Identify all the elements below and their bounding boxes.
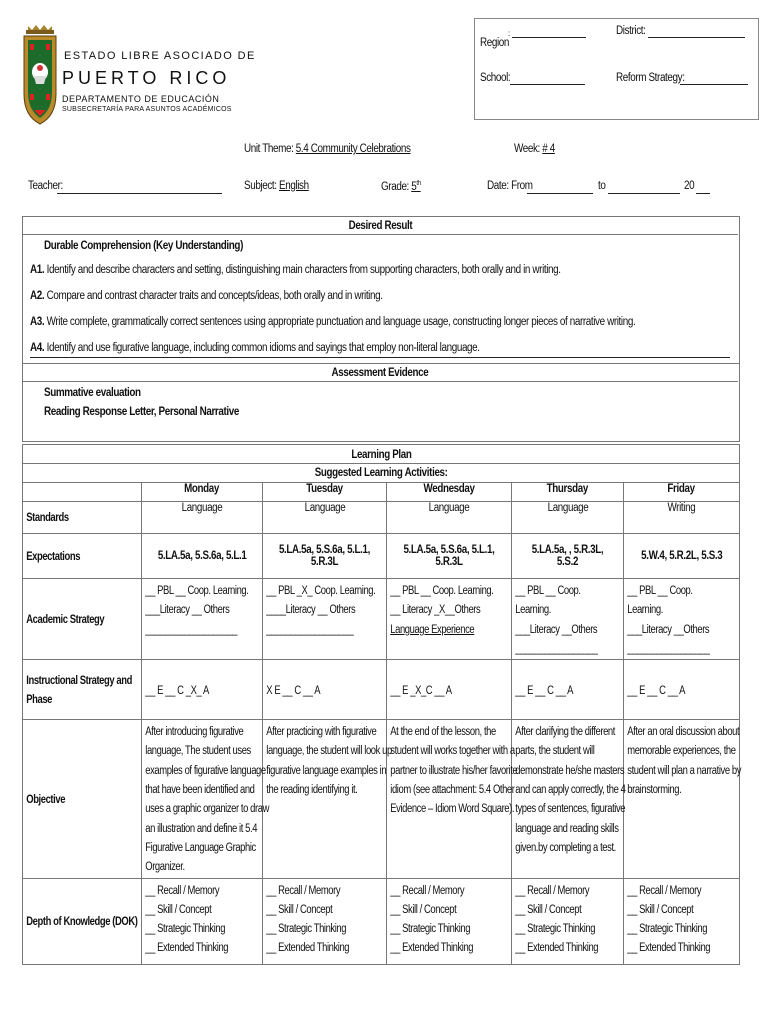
academic-strategy-label: Academic Strategy [26, 613, 105, 626]
instructional-monday[interactable]: __ E __ C _X_ A [142, 660, 263, 720]
expectations-monday: 5.LA.5a, 5.S.6a, 5.L.1 [142, 534, 263, 579]
academic-friday[interactable]: __ PBL __ Coop. Learning. ___Literacy __Others _________________ [624, 579, 740, 660]
day-friday: Friday [624, 483, 740, 502]
dok-thursday[interactable]: __ Recall / Memory __ Skill / Concept __ Strategic Thinking __ Extended Thinking [512, 878, 624, 964]
grade-label: Grade: [381, 180, 409, 193]
subject-label: Subject: [244, 180, 277, 192]
dok-tuesday[interactable]: __ Recall / Memory __ Skill / Concept __ Strategic Thinking __ Extended Thinking [263, 878, 387, 964]
objective-wednesday: At the end of the lesson, the student will works together with a partner to illustrate his/her favorite idiom (see attachment: 5.4 Other Evidence – Idiom Word Square). [387, 720, 512, 878]
objective-a2: A2. Compare and contrast character traits and concepts/ideas, both orally and in writing. [30, 290, 383, 302]
standards-monday: Language [142, 502, 263, 534]
standards-friday: Writing [624, 502, 740, 534]
date-to-label: to [598, 180, 606, 192]
assessment-title: Assessment Evidence [331, 367, 429, 379]
dok-row [23, 878, 740, 964]
teacher-label: Teacher: [28, 180, 63, 192]
reform-label: Reform Strategy: [616, 72, 685, 84]
objective-a3: A3. Write complete, grammatically correct sentences using appropriate punctuation and language usage, constructing longer pieces of narrative writing. [30, 316, 636, 328]
dok-label: Depth of Knowledge (DOK) [26, 915, 138, 928]
academic-thursday[interactable]: __ PBL __ Coop. Learning. ___Literacy __Others _________________ [512, 579, 624, 660]
academic-strategy-row [23, 579, 740, 660]
week-value: # 4 [542, 143, 555, 155]
desired-result-header [22, 216, 738, 235]
objective-label-cell [23, 720, 142, 878]
expectations-label: Expectations [26, 550, 81, 563]
academic-monday[interactable]: __ PBL __ Coop. Learning. ___Literacy __ Others ___________________ [142, 579, 263, 660]
standards-label: Standards [26, 512, 69, 525]
day-monday: Monday [142, 483, 263, 502]
subject-value: English [279, 180, 309, 192]
grade-value: 5th [411, 180, 421, 193]
region-colon: : [508, 29, 511, 38]
suggested-activities-header [22, 463, 740, 483]
standards-row [23, 502, 740, 534]
dok-wednesday[interactable]: __ Recall / Memory __ Skill / Concept __ Strategic Thinking __ Extended Thinking [387, 878, 512, 964]
region-label: Region [480, 37, 510, 49]
reform-field [616, 72, 685, 84]
year-label: 20 [684, 180, 695, 192]
objective-row [23, 720, 740, 878]
day-tuesday: Tuesday [263, 483, 387, 502]
org-line-1: ESTADO LIBRE ASOCIADO DE [64, 50, 256, 62]
objective-monday: After introducing figurative language, The student uses examples of figurative language that have been identified and uses a graphic organizer to draw an illustration and define it 5.4 Figurative Language Graphic Organizer. [142, 720, 263, 878]
instructional-wednesday[interactable]: __ E _X_C __ A [387, 660, 512, 720]
standards-thursday: Language [512, 502, 624, 534]
objective-friday: After an oral discussion about memorable experiences, the student will plan a narrative by brainstorming. [624, 720, 740, 878]
academic-label-cell [23, 579, 142, 660]
district-field [616, 25, 645, 37]
suggested-activities-title: Suggested Learning Activities: [314, 467, 448, 479]
org-line-3: DEPARTAMENTO DE EDUCACIÓN [62, 94, 220, 104]
summative-label: Summative evaluation [44, 387, 141, 399]
teacher-input[interactable] [57, 182, 222, 194]
reform-input[interactable] [680, 73, 748, 85]
org-line-2: PUERTO RICO [62, 68, 231, 88]
summative-evidence: Reading Response Letter, Personal Narrative [44, 406, 239, 418]
a4-underline [30, 357, 730, 358]
expectations-friday: 5.W.4, 5.R.2L, 5.S.3 [624, 534, 740, 579]
org-line-4: SUBSECRETARÍA PARA ASUNTOS ACADÉMICOS [62, 106, 232, 113]
coat-of-arms-logo [20, 24, 60, 130]
standards-wednesday: Language [387, 502, 512, 534]
academic-wednesday[interactable]: __ PBL __ Coop. Learning. __ Literacy _X__Others Language Experience [387, 579, 512, 660]
week [514, 143, 555, 155]
objective-tuesday: After practicing with figurative language, the student will look up figurative language examples in the reading identifying it. [263, 720, 387, 878]
unit-theme-label: Unit Theme: [244, 143, 294, 155]
district-input[interactable] [648, 26, 745, 38]
date-to-input[interactable] [608, 182, 680, 194]
date-field [487, 180, 533, 192]
expectations-thursday: 5.LA.5a, , 5.R.3L, 5.S.2 [512, 534, 624, 579]
date-from-input[interactable] [527, 182, 593, 194]
days-row [23, 483, 740, 502]
week-label: Week: [514, 143, 540, 155]
year-input[interactable] [696, 182, 710, 194]
unit-theme-value: 5.4 Community Celebrations [295, 143, 411, 155]
expectations-row [23, 534, 740, 579]
instructional-strategy-row [23, 660, 740, 720]
dok-monday[interactable]: __ Recall / Memory __ Skill / Concept __ Strategic Thinking __ Extended Thinking [142, 878, 263, 964]
objective-a4: A4. Identify and use figurative language, including common idioms and sayings that employ non-literal language. [30, 342, 480, 354]
school-field [480, 72, 510, 84]
subject-field [244, 180, 309, 192]
objective-a1: A1. Identify and describe characters and setting, distinguishing main characters from supporting characters, both orally and in writing. [30, 264, 561, 276]
standards-tuesday: Language [263, 502, 387, 534]
region-input[interactable] [512, 26, 586, 38]
dok-label-cell [23, 878, 142, 964]
objective-label: Objective [26, 793, 66, 806]
expectations-tuesday: 5.LA.5a, 5.S.6a, 5.L.1, 5.R.3L [263, 534, 387, 579]
instructional-label-cell [23, 660, 142, 720]
region-field [480, 37, 509, 49]
durable-comprehension-label: Durable Comprehension (Key Understanding) [44, 240, 243, 252]
corner-cell [23, 483, 142, 502]
instructional-thursday[interactable]: __ E __ C __ A [512, 660, 624, 720]
standards-label-cell [23, 502, 142, 534]
unit-theme [244, 143, 411, 155]
learning-plan-header [22, 444, 740, 464]
grade-field [381, 180, 421, 193]
school-input[interactable] [510, 73, 585, 85]
learning-plan-title: Learning Plan [350, 449, 412, 461]
day-thursday: Thursday [512, 483, 624, 502]
assessment-header [22, 363, 738, 382]
expectations-label-cell [23, 534, 142, 579]
desired-result-title: Desired Result [348, 220, 412, 232]
instructional-friday[interactable]: __ E __ C __ A [624, 660, 740, 720]
expectations-wednesday: 5.LA.5a, 5.S.6a, 5.L.1, 5.R.3L [387, 534, 512, 579]
school-label: School: [480, 72, 511, 84]
date-label: Date: From [487, 180, 533, 192]
district-label: District: [616, 25, 646, 37]
learning-plan-table [22, 482, 740, 965]
instructional-strategy-label: Instructional Strategy and Phase [26, 674, 132, 707]
dok-friday[interactable]: __ Recall / Memory __ Skill / Concept __ Strategic Thinking __ Extended Thinking [624, 878, 740, 964]
objective-thursday: After clarifying the different parts, the student will demonstrate he/she masters and can apply correctly, the 4 types of sentences, figurative language and reading skills given.by completing a test. [512, 720, 624, 878]
academic-tuesday[interactable]: __ PBL _X_ Coop. Learning. ____Literacy __ Others __________________ [263, 579, 387, 660]
day-wednesday: Wednesday [387, 483, 512, 502]
instructional-tuesday[interactable]: X E __ C __ A [263, 660, 387, 720]
